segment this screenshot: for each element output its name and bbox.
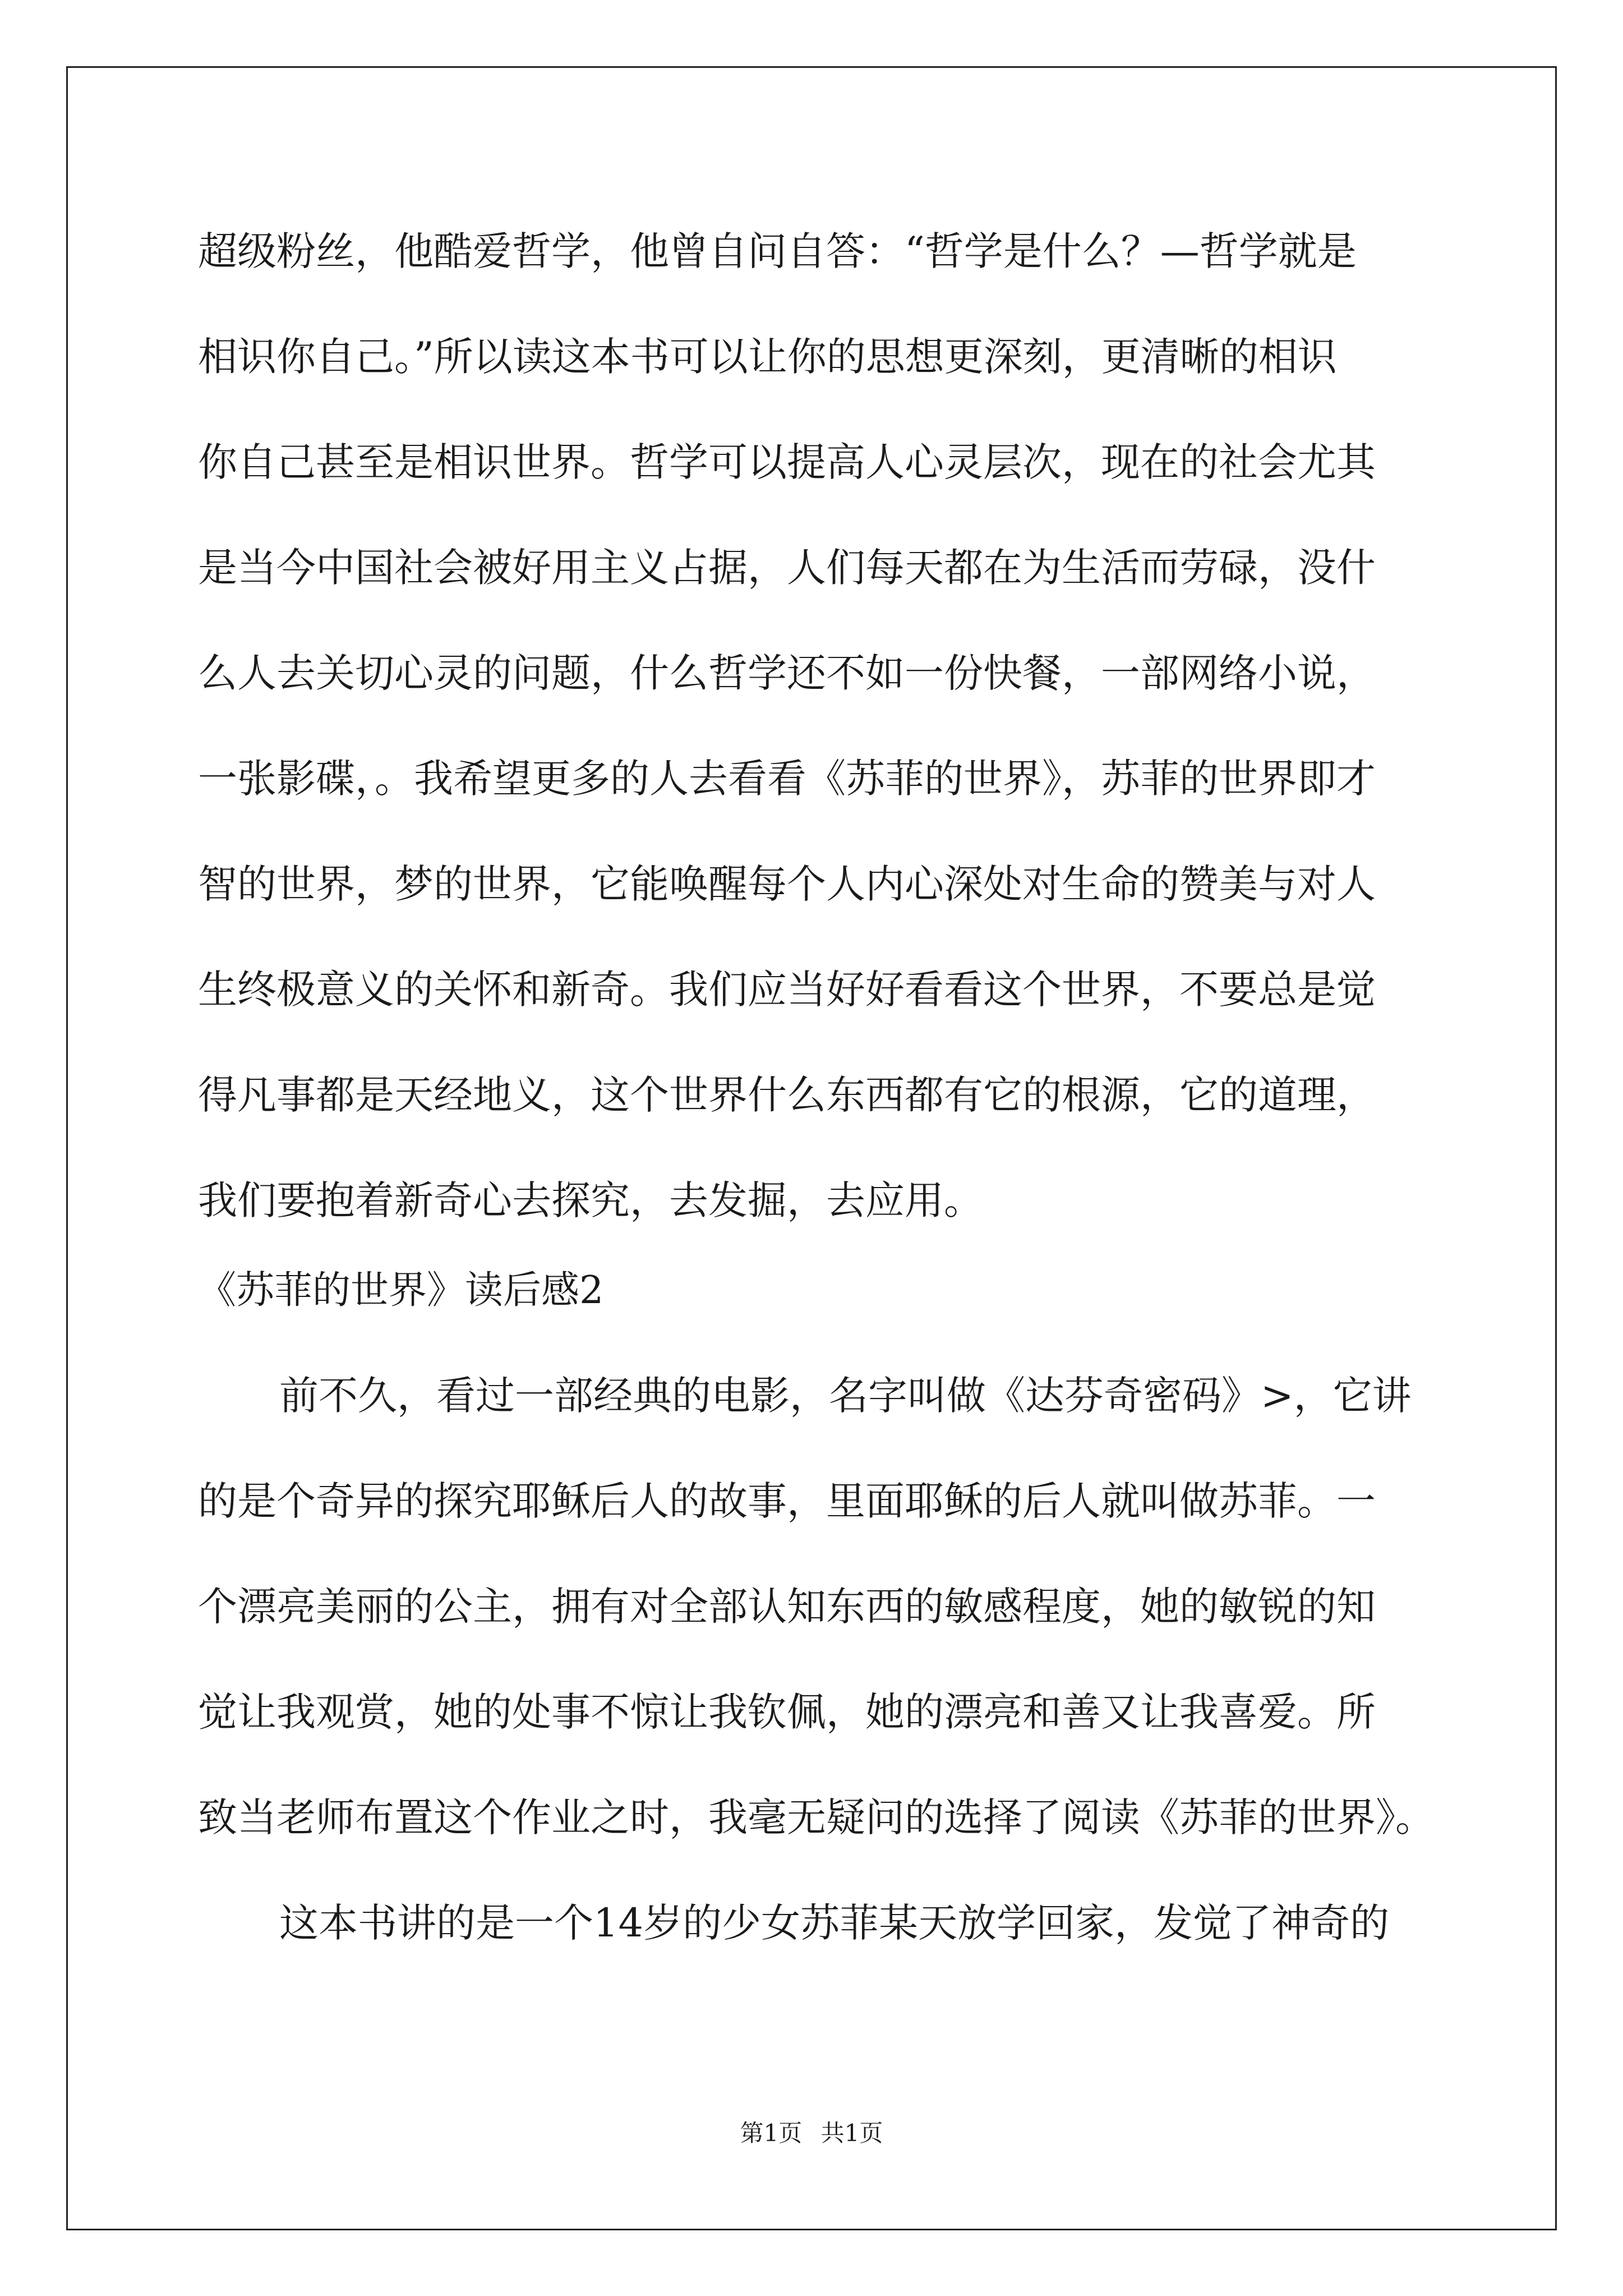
paragraph-line: 个漂亮美丽的公主，拥有对全部认知东西的敏感程度，她的敏锐的知 (198, 1584, 1376, 1630)
paragraph-line: 我们要抱着新奇心去探究，去发掘，去应用。 (198, 1177, 983, 1223)
paragraph-line: 的是个奇异的探究耶稣后人的故事，里面耶稣的后人就叫做苏菲。一 (198, 1478, 1376, 1524)
paragraph-line: 觉让我观赏，她的处事不惊让我钦佩，她的漂亮和善又让我喜爱。所 (198, 1689, 1376, 1735)
paragraph-line: 相识你自己。”所以读这本书可以让你的思想更深刻，更清晰的相识 (198, 334, 1337, 380)
paragraph-line: 智的世界，梦的世界，它能唤醒每个人内心深处对生命的赞美与对人 (198, 861, 1376, 907)
paragraph-line: 是当今中国社会被好用主义占据，人们每天都在为生活而劳碌，没什 (198, 545, 1376, 591)
paragraph-line: 么人去关切心灵的问题，什么哲学还不如一份快餐，一部网络小说， (198, 650, 1376, 696)
page-total: 共1页 (820, 2119, 883, 2147)
paragraph-line: 致当老师布置这个作业之时，我毫无疑问的选择了阅读《苏菲的世界》。 (198, 1795, 1435, 1841)
paragraph-line: 超级粉丝，他酷爱哲学，他曾自问自答：“哲学是什么？—哲学就是 (198, 228, 1357, 274)
page-footer (0, 2119, 1623, 2147)
section-heading: 《苏菲的世界》读后感2 (198, 1268, 604, 1313)
paragraph-line: 生终极意义的关怀和新奇。我们应当好好看看这个世界，不要总是觉 (198, 967, 1376, 1013)
paragraph-line: 前不久，看过一部经典的电影，名字叫做《达芬奇密码》>，它讲 (279, 1373, 1412, 1419)
paragraph-line: 你自己甚至是相识世界。哲学可以提高人心灵层次，现在的社会尤其 (198, 439, 1376, 485)
paragraph-line: 一张影碟，。我希望更多的人去看看《苏菲的世界》，苏菲的世界即才 (198, 756, 1376, 802)
paragraph-line: 这本书讲的是一个14岁的少女苏菲某天放学回家，发觉了神奇的 (279, 1900, 1390, 1946)
page-number: 第1页 (740, 2119, 803, 2147)
paragraph-line: 得凡事都是天经地义，这个世界什么东西都有它的根源，它的道理， (198, 1072, 1376, 1118)
